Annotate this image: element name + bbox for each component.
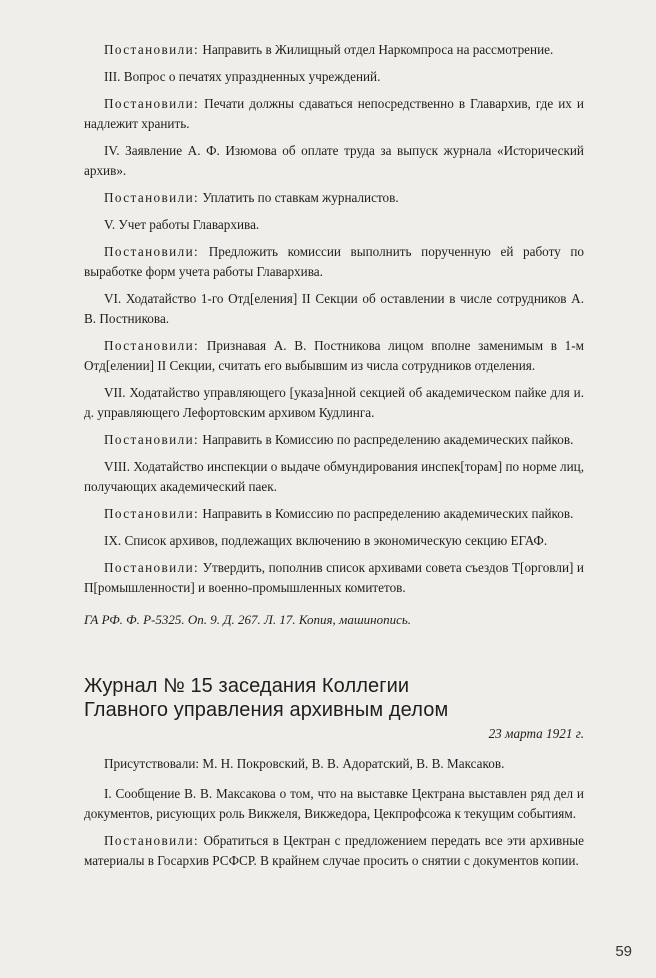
resolution-paragraph (84, 831, 584, 871)
resolution-paragraph (84, 558, 584, 598)
page-number: 59 (615, 943, 632, 960)
resolution-paragraph (84, 242, 584, 282)
resolution-text: Направить в Жилищный отдел Наркомпроса на рассмотрение. (202, 42, 554, 57)
resolution-paragraph (84, 40, 584, 60)
resolution-paragraph (84, 336, 584, 376)
resolution-label: Постановили: (104, 244, 200, 259)
attendees: Присутствовали: М. Н. Покровский, В. В. Адоратский, В. В. Максаков. (104, 756, 505, 771)
resolution-paragraph (84, 504, 584, 524)
resolution-text: Признавая А. В. Постникова лицом вполне заменимым в 1-м Отд[елении] II Секции, считать его выбывшим из числа сотрудников отделения. (84, 338, 585, 373)
resolution-text: Утвердить, пополнив список архивами совета съездов Т[орговли] и П[ромышленности] и военно-промышленных комитетов. (84, 560, 584, 595)
agenda-item: IX. Список архивов, подлежащих включению в экономическую секцию ЕГАФ. (104, 533, 548, 548)
archival-source-note: ГА РФ. Ф. Р-5325. Оп. 9. Д. 267. Л. 17. Копия, машинопись. (84, 612, 412, 627)
resolution-paragraph (84, 188, 584, 208)
resolution-label: Постановили: (104, 190, 200, 205)
journal-heading (84, 674, 584, 722)
resolution-paragraph (84, 94, 584, 134)
agenda-item: I. Сообщение В. В. Максакова о том, что на выставке Цектрана выставлен ряд дел и документов, рисующих роль Викжеля, Викжедора, Цекпрофсожа к текущим событиям. (84, 786, 584, 821)
journal-date: 23 марта 1921 г. (488, 726, 584, 741)
agenda-item: III. Вопрос о печатях упраздненных учреждений. (104, 69, 381, 84)
resolution-text: Печати должны сдаваться непосредственно в Главархив, где их и надлежит хранить. (84, 96, 584, 131)
resolution-label: Постановили: (104, 42, 200, 57)
resolution-label: Постановили: (104, 432, 200, 447)
resolution-label: Постановили: (104, 833, 200, 848)
agenda-item: VI. Ходатайство 1-го Отд[еления] II Секции об оставлении в числе сотрудников А. В. Постникова. (84, 291, 584, 326)
resolution-label: Постановили: (104, 96, 200, 111)
resolution-label: Постановили: (104, 338, 200, 353)
agenda-item: VII. Ходатайство управляющего [указа]нной секцией об академическом пайке для и. д. управляющего Лефортовским архивом Кудлинга. (84, 385, 584, 420)
agenda-item: IV. Заявление А. Ф. Изюмова об оплате труда за выпуск журнала «Исторический архив». (84, 143, 584, 178)
resolutions-section (84, 40, 584, 598)
document-page (84, 40, 584, 878)
agenda-item: VIII. Ходатайство инспекции о выдаче обмундирования инспек[торам] по норме лиц, получающих академический паек. (84, 459, 584, 494)
resolution-text: Направить в Комиссию по распределению академических пайков. (202, 506, 574, 521)
resolution-paragraph (84, 430, 584, 450)
journal-heading-line-2: Главного управления архивным делом (84, 699, 449, 721)
resolution-text: Обратиться в Цектран с предложением передать все эти архивные материалы в Госархив РСФСР. В крайнем случае просить о снятии с документов копии. (84, 833, 585, 868)
resolution-label: Постановили: (104, 506, 200, 521)
resolution-text: Направить в Комиссию по распределению академических пайков. (202, 432, 574, 447)
resolution-text: Уплатить по ставкам журналистов. (202, 190, 399, 205)
agenda-item: V. Учет работы Главархива. (104, 217, 260, 232)
journal-heading-line-1: Журнал № 15 заседания Коллегии (84, 675, 410, 697)
resolution-text: Предложить комиссии выполнить порученную ей работу по выработке форм учета работы Главархива. (84, 244, 585, 279)
resolution-label: Постановили: (104, 560, 200, 575)
